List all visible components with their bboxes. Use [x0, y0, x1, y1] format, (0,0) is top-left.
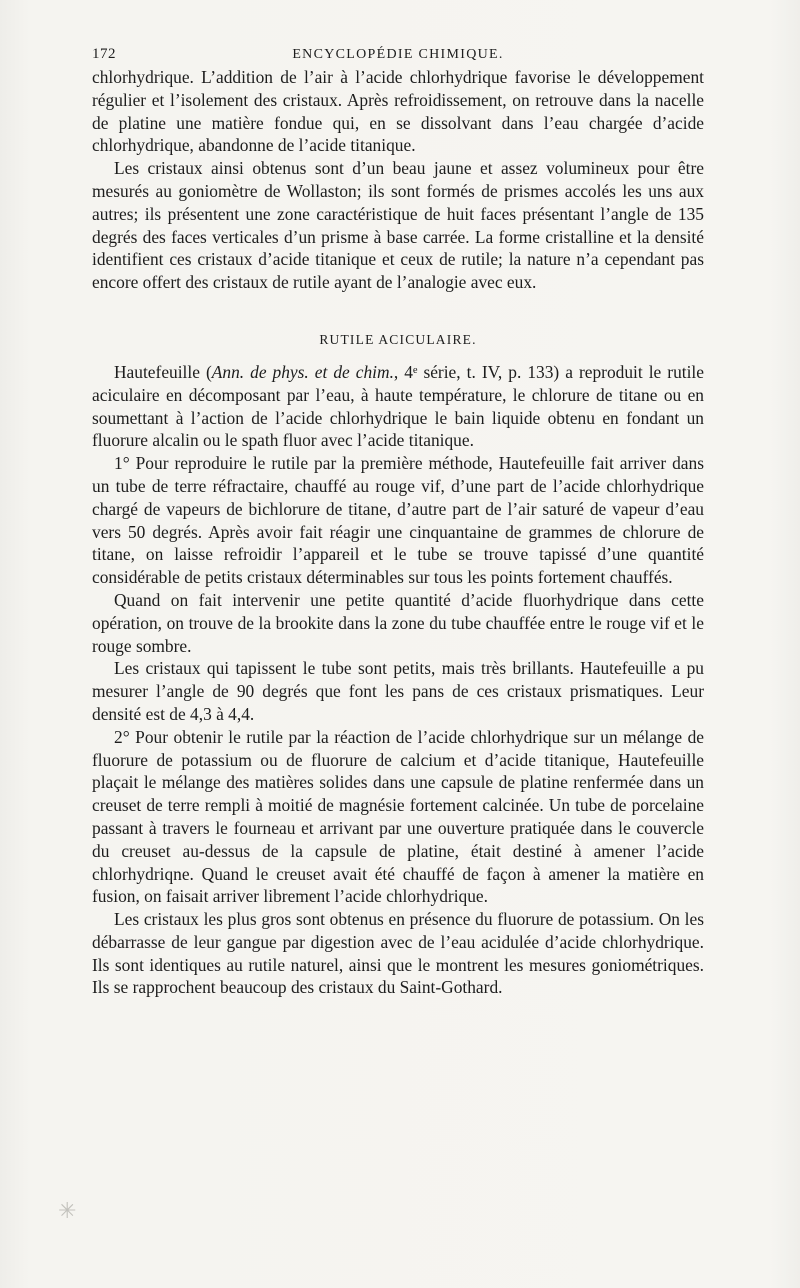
section-heading: RUTILE ACICULAIRE. [319, 331, 477, 347]
author-name: Hautefeuille ( [114, 361, 212, 382]
reference-details: , 4ᵉ série, t. IV, p. 133) a reproduit le rutile aciculaire en décomposant par l’eau, à haute température, le chlorure de titane ou en soumettant à l’action de l’acide chlorhydrique le bain liquide obtenu en fondant un fluorure alcalin ou le spath fluor avec l’acide titanique. [92, 361, 704, 451]
running-title: ENCYCLOPÉDIE CHIMIQUE. [292, 47, 504, 62]
paragraph: Quand on fait intervenir une petite quantité d’acide fluorhydrique dans cette opération, on trouve de la brookite dans la zone du tube chauffée entre le rouge vif et le rouge sombre. [92, 589, 704, 656]
page-number: 172 [92, 46, 116, 62]
paragraph: 1° Pour reproduire le rutile par la première méthode, Hautefeuille fait arriver dans un tube de terre réfractaire, chauffé au rouge vif, d’une part de l’acide chlorhydrique chargé de vapeurs de bichlorure de titane, d’autre part de l’air saturé de vapeur d’eau vers 50 degrés. Après avoir fait réagir une cinquantaine de grammes de chlorure de titane, on laisse refroidir l’appareil et le tube se trouve tapissé d’une quantité considérable de petits cristaux déterminables sur tous les points fortement chauffés. [92, 453, 704, 588]
ink-smudge: ✳ [58, 1198, 77, 1223]
paragraph: Les cristaux les plus gros sont obtenus en présence du fluorure de potassium. On les débarrasse de leur gangue par digestion avec de l’eau acidulée d’acide chlorhydrique. Ils sont identiques au rutile naturel, ainsi que le montrent les mesures goniométriques. Ils se rapprochent beaucoup des cristaux du Saint-Gothard. [92, 909, 704, 998]
paragraph [92, 361, 704, 452]
paragraph: Les cristaux qui tapissent le tube sont petits, mais très brillants. Hautefeuille a pu mesurer l’angle de 90 degrés que font les pans de ces cristaux prismatiques. Leur densité est de 4,3 à 4,4. [92, 658, 704, 724]
journal-reference: Ann. de phys. et de chim. [211, 361, 394, 382]
paragraph: Les cristaux ainsi obtenus sont d’un beau jaune et assez volumineux pour être mesurés au goniomètre de Wollaston; ils sont formés de prismes accolés les uns aux autres; ils présentent une zone caractéristique de huit faces présentant l’angle de 135 degrés des faces verticales d’un prisme à base carrée. La forme cristalline et la densité identifient ces cristaux d’acide titanique et ceux de rutile; la nature n’a cependant pas encore offert des cristaux de rutile ayant de l’analogie avec eux. [92, 158, 704, 293]
paragraph: chlorhydrique. L’addition de l’air à l’acide chlorhydrique favorise le développement régulier et l’isolement des cristaux. Après refroidissement, on retrouve dans la nacelle de platine une matière fondue qui, en se dissolvant dans l’eau chargée d’acide chlorhydrique, abandonne de l’acide titanique. [92, 67, 704, 156]
paragraph: 2° Pour obtenir le rutile par la réaction de l’acide chlorhydrique sur un mélange de fluorure de potassium ou de fluorure de calcium et d’acide titanique, Hautefeuille plaçait le mélange des matières solides dans une capsule de platine renfermée dans un creuset de terre rempli à moitié de magnésie fortement calcinée. Un tube de porcelaine passant à travers le fourneau et arrivant par une ouverture pratiquée dans le couvercle du creuset au-dessus de la capsule de platine, était destiné à amener l’acide chlorhydriqne. Quand le creuset avait été chauffé de façon à amener la matière en fusion, on faisait arriver librement l’acide chlorhydrique. [92, 726, 704, 907]
running-head [92, 46, 704, 66]
body-text [92, 66, 704, 999]
